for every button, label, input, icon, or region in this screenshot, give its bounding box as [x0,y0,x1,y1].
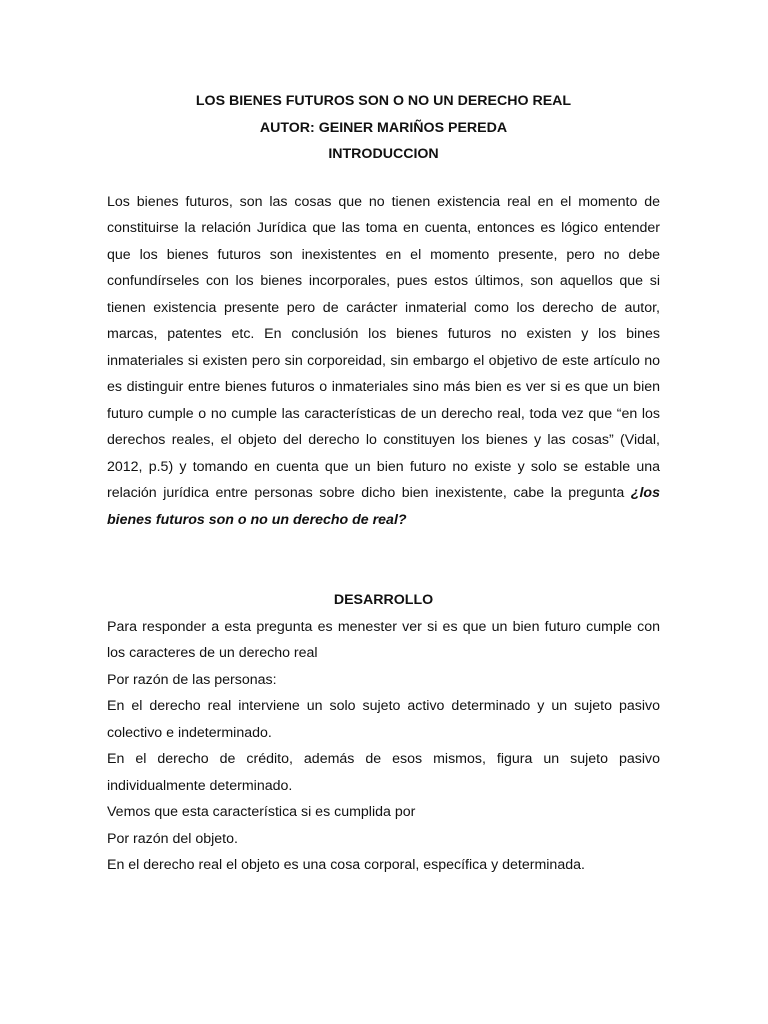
intro-question: ¿los bienes futuros son o no un derecho de real? [107,485,660,528]
development-paragraph: Por razón de las personas: [107,671,277,688]
development-paragraph: En el derecho de crédito, además de esos mismos, figura un sujeto pasivo individualmente determinado. [107,751,660,794]
development-paragraph: Por razón del objeto. [107,830,238,847]
intro-text: Los bienes futuros, son las cosas que no tienen existencia real en el momento de constituirse la relación Jurídica que las toma en cuenta, entonces es lógico entender que los bienes futuros son inexistentes en el momento presente, pero no debe confundírseles con los bienes incorporales, pues estos últimos, son aquellos que si tienen existencia presente pero de carácter inmaterial como los derecho de autor, marcas, patentes etc. En conclusión los bienes futuros no existen y los bines inmateriales si existen pero sin corporeidad, sin embargo el objetivo de este artículo no es distinguir entre bienes futuros o inmateriales sino más bien es ver si es que un bien futuro cumple o no cumple las características de un derecho real, toda vez que “en los derechos reales, el objeto del derecho lo constituyen los bienes y las cosas” (Vidal, 2012, p.5) y tomando en cuenta que un bien futuro no existe y solo se estable una relación jurídica entre personas sobre dicho bien inexistente, cabe la pregunta [107,193,660,501]
development-paragraph: En el derecho real interviene un solo sujeto activo determinado y un sujeto pasivo colectivo e indeterminado. [107,698,660,741]
intro-paragraph [107,189,660,534]
document-page [107,88,660,879]
document-author: AUTOR: GEINER MARIÑOS PEREDA [259,119,508,136]
intro-heading: INTRODUCCION [328,146,439,162]
development-paragraph: Para responder a esta pregunta es menester ver si es que un bien futuro cumple con los caracteres de un derecho real [107,618,660,661]
development-heading: DESARROLLO [333,592,434,608]
development-paragraph: En el derecho real el objeto es una cosa corporal, específica y determinada. [107,857,585,873]
development-paragraph: Vemos que esta característica si es cumplida por [107,804,416,820]
document-title: LOS BIENES FUTUROS SON O NO UN DERECHO REAL [195,93,572,109]
